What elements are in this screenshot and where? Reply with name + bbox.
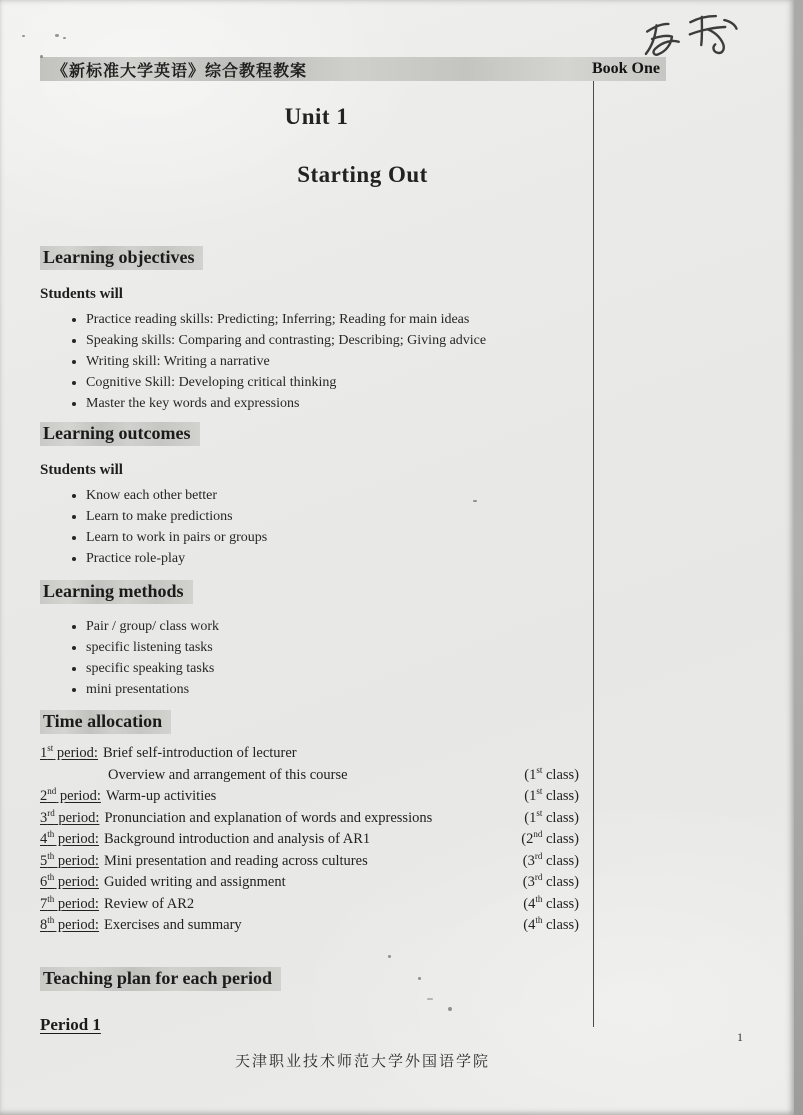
list-item: • Writing skill: Writing a narrative bbox=[86, 351, 593, 372]
list-item: • specific speaking tasks bbox=[86, 658, 593, 679]
list-item: • mini presentations bbox=[86, 679, 593, 700]
unit-subtitle: Starting Out bbox=[297, 162, 428, 187]
list-item: • Speaking skills: Comparing and contrasting; Describing; Giving advice bbox=[86, 330, 593, 351]
time-allocation-row bbox=[40, 851, 579, 873]
period-label: 3rd period: bbox=[40, 807, 100, 826]
period-1-heading: Period 1 bbox=[40, 1014, 101, 1034]
unit-title: Unit 1 bbox=[284, 104, 349, 129]
section-learning-outcomes bbox=[40, 422, 593, 569]
class-slot: (4th class) bbox=[523, 893, 579, 912]
period-description: Pronunciation and explanation of words and expressions bbox=[104, 809, 433, 826]
period-label: 4th period: bbox=[40, 829, 99, 847]
list-item: • Know each other better bbox=[86, 485, 593, 506]
margin-rule-line bbox=[593, 81, 594, 1027]
section-time-allocation bbox=[40, 710, 593, 937]
period-description: Review of AR2 bbox=[103, 895, 195, 912]
class-slot: (2nd class) bbox=[521, 829, 579, 847]
period-label: 7th period: bbox=[40, 893, 99, 912]
time-allocation-table bbox=[40, 743, 593, 937]
list-item: • Learn to make predictions bbox=[86, 506, 593, 527]
class-slot: (3rd class) bbox=[522, 850, 579, 869]
document-body bbox=[40, 95, 593, 1035]
objectives-lead: Students will bbox=[40, 286, 123, 302]
period-description: Overview and arrangement of this course bbox=[108, 766, 348, 783]
scan-speck bbox=[388, 955, 391, 958]
class-slot: (1st class) bbox=[524, 786, 579, 804]
learning-methods-heading: Learning methods bbox=[40, 580, 193, 604]
period-description: Mini presentation and reading across cultures bbox=[103, 852, 368, 869]
period-label: 6th period: bbox=[40, 872, 99, 890]
list-item: • specific listening tasks bbox=[86, 637, 593, 658]
list-item: • Cognitive Skill: Developing critical thinking bbox=[86, 372, 593, 393]
scan-speck bbox=[448, 1007, 452, 1011]
list-item: • Pair / group/ class work bbox=[86, 616, 593, 637]
time-allocation-row bbox=[40, 894, 579, 916]
list-item: • Practice reading skills: Predicting; Inferring; Reading for main ideas bbox=[86, 309, 593, 330]
period-description: Background introduction and analysis of AR1 bbox=[103, 831, 371, 847]
scan-speck bbox=[55, 34, 59, 37]
list-item: • Master the key words and expressions bbox=[86, 393, 593, 414]
header-course-title: 《新标准大学英语》综合教程教案 bbox=[52, 62, 308, 80]
footer-institution: 天津职业技术师范大学外国语学院 bbox=[234, 1054, 490, 1070]
objectives-list bbox=[68, 309, 593, 414]
period-label: 1st period: bbox=[40, 743, 98, 761]
section-learning-objectives bbox=[40, 246, 593, 414]
list-item: • Learn to work in pairs or groups bbox=[86, 527, 593, 548]
class-slot: (3rd class) bbox=[522, 872, 579, 890]
page-number: 1 bbox=[737, 1030, 743, 1044]
outcomes-lead: Students will bbox=[40, 462, 123, 478]
time-allocation-row bbox=[40, 915, 579, 937]
time-allocation-row bbox=[40, 743, 579, 765]
header-book-label: Book One bbox=[591, 60, 660, 77]
learning-outcomes-heading: Learning outcomes bbox=[40, 422, 200, 446]
period-description: Brief self-introduction of lecturer bbox=[102, 745, 297, 761]
time-allocation-row bbox=[40, 829, 579, 851]
methods-list bbox=[68, 616, 593, 700]
class-slot: (1st class) bbox=[524, 764, 579, 783]
period-description: Warm-up activities bbox=[105, 788, 217, 804]
list-item: • Practice role-play bbox=[86, 548, 593, 569]
page-header bbox=[40, 57, 666, 81]
time-allocation-row bbox=[40, 786, 579, 808]
scan-speck bbox=[63, 37, 66, 39]
class-slot: (4th class) bbox=[523, 915, 579, 933]
section-learning-methods bbox=[40, 580, 593, 700]
period-description: Guided writing and assignment bbox=[103, 874, 286, 890]
scan-speck bbox=[418, 977, 421, 980]
time-allocation-row bbox=[40, 872, 579, 894]
scan-speck bbox=[473, 500, 477, 502]
period-label: 2nd period: bbox=[40, 786, 101, 804]
period-label: 5th period: bbox=[40, 850, 99, 869]
scan-speck bbox=[22, 35, 25, 37]
period-description: Exercises and summary bbox=[103, 917, 242, 933]
scan-speck bbox=[427, 998, 433, 1000]
teaching-plan-heading: Teaching plan for each period bbox=[40, 967, 281, 991]
time-allocation-row bbox=[40, 808, 579, 830]
class-slot: (1st class) bbox=[524, 807, 579, 826]
time-allocation-row bbox=[40, 765, 579, 787]
scan-speck bbox=[40, 55, 43, 58]
learning-objectives-heading: Learning objectives bbox=[40, 246, 203, 270]
outcomes-list bbox=[68, 485, 593, 569]
teaching-plan-section bbox=[40, 967, 593, 991]
period-label: 8th period: bbox=[40, 915, 99, 933]
time-allocation-heading: Time allocation bbox=[40, 710, 171, 734]
